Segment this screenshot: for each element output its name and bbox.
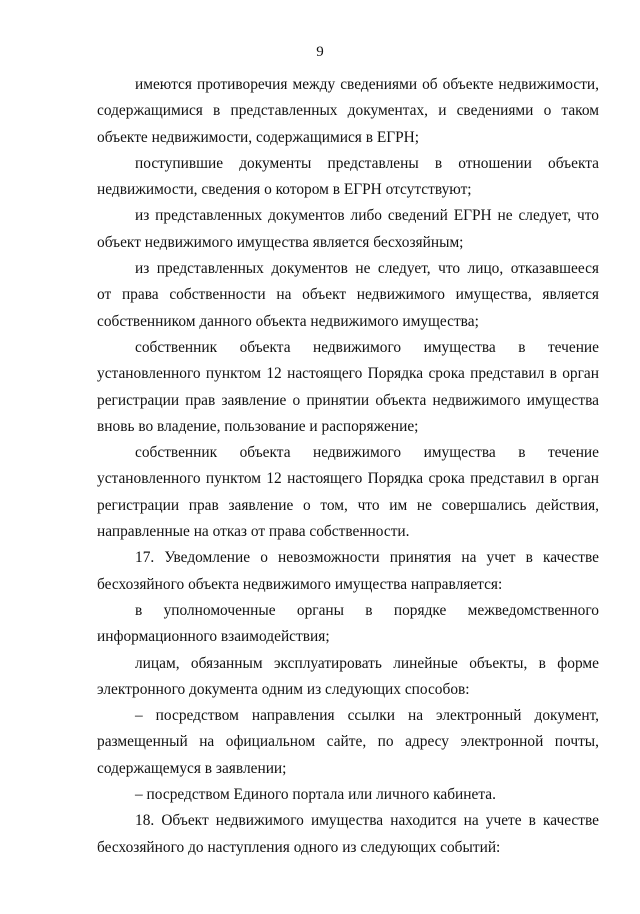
paragraph: [97, 203, 599, 256]
paragraph: [97, 545, 599, 598]
text-line: электронного документа одним из следующих способов:: [97, 680, 470, 698]
document-body: [97, 72, 599, 861]
paragraph: [97, 782, 599, 808]
paragraph: [97, 335, 599, 440]
text-line: установленного пунктом 12 настоящего Порядка срока представил в орган: [97, 470, 599, 488]
text-line: регистрации прав заявление о принятии объекта недвижимого имущества: [97, 391, 599, 409]
text-line: 17. Уведомление о невозможности принятия на учет в качестве: [135, 549, 599, 567]
paragraph: [97, 440, 599, 545]
text-line: – посредством направления ссылки на электронный документ,: [135, 707, 599, 725]
paragraph: [97, 72, 599, 151]
text-line: содержащемуся в заявлении;: [97, 759, 287, 777]
paragraph: [97, 256, 599, 335]
text-line: бесхозяйного до наступления одного из следующих событий:: [97, 838, 501, 856]
text-line: недвижимости, сведения о котором в ЕГРН отсутствуют;: [97, 181, 472, 199]
paragraph: [97, 703, 599, 782]
text-line: размещенный на официальном сайте, по адресу электронной почты,: [97, 733, 599, 751]
text-line: из представленных документов не следует, что лицо, отказавшееся: [135, 260, 599, 278]
text-line: содержащимися в представленных документах, и сведениями о таком: [97, 102, 599, 120]
text-line: вновь во владение, пользование и распоряжение;: [97, 417, 419, 435]
paragraph: [97, 151, 599, 204]
text-line: имеются противоречия между сведениями об объекте недвижимости,: [135, 76, 599, 93]
page-number: 9: [316, 44, 324, 60]
text-line: от права собственности на объект недвижимого имущества, является: [97, 286, 599, 304]
text-line: собственником данного объекта недвижимого имущества;: [97, 312, 479, 330]
text-line: информационного взаимодействия;: [97, 628, 330, 646]
text-line: объект недвижимого имущества является бесхозяйным;: [97, 233, 464, 251]
text-line: из представленных документов либо сведений ЕГРН не следует, что: [135, 207, 599, 225]
text-line: в уполномоченные органы в порядке межведомственного: [135, 601, 599, 619]
text-line: лицам, обязанным эксплуатировать линейные объекты, в форме: [135, 654, 599, 672]
text-line: собственник объекта недвижимого имущества в течение: [135, 444, 599, 462]
text-line: собственник объекта недвижимого имущества в течение: [135, 338, 599, 356]
paragraph: [97, 808, 599, 861]
text-line: регистрации прав заявление о том, что им не совершались действия,: [97, 496, 599, 514]
paragraph: [97, 651, 599, 704]
text-line: направленные на отказ от права собственности.: [97, 523, 410, 541]
text-line: установленного пунктом 12 настоящего Порядка срока представил в орган: [97, 365, 599, 383]
text-line: 18. Объект недвижимого имущества находится на учете в качестве: [135, 812, 599, 830]
text-line: бесхозяйного объекта недвижимого имущества направляется:: [97, 575, 503, 593]
text-line: – посредством Единого портала или личного кабинета.: [135, 786, 496, 804]
text-line: объекте недвижимости, содержащимися в ЕГРН;: [97, 128, 420, 146]
paragraph: [97, 598, 599, 651]
text-line: поступившие документы представлены в отношении объекта: [135, 154, 599, 172]
